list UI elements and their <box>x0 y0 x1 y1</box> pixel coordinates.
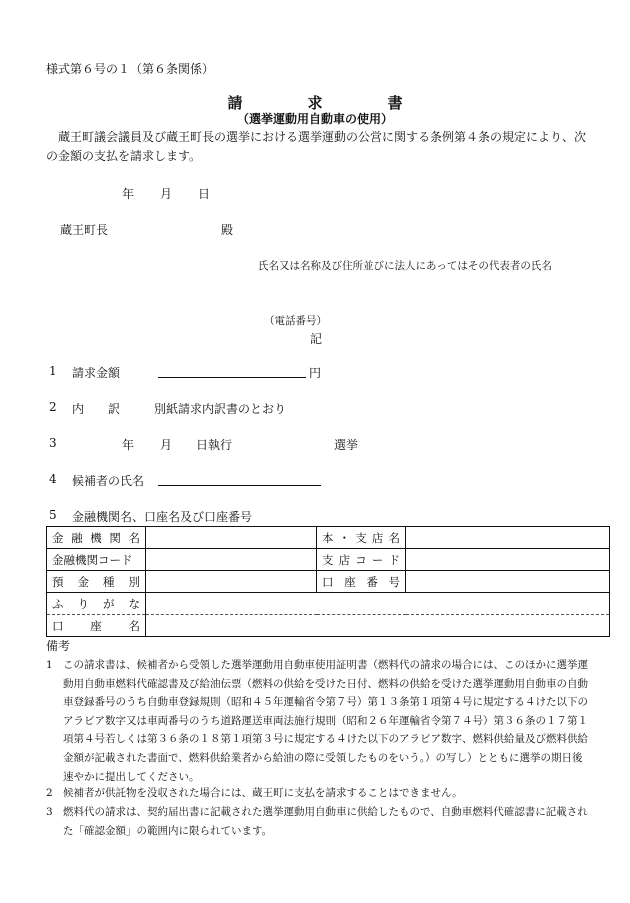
note-number: 2 <box>46 787 53 799</box>
note-text: 候補者が供託物を没収された場合には、蔵王町に支払を請求することはできません。 <box>63 787 463 799</box>
furigana-label: ふ り が な <box>47 593 146 615</box>
item-2-number: 2 <box>49 400 57 414</box>
ki-heading: 記 <box>310 332 323 346</box>
branch-code-field[interactable] <box>406 549 610 571</box>
title-char: 書 <box>387 94 403 112</box>
date-day: 日 <box>198 187 211 201</box>
date-month: 月 <box>160 187 173 201</box>
phone-label: （電話番号） <box>264 315 327 327</box>
bank-name-label: 金 融 機 関 名 <box>47 527 146 549</box>
form-id: 様式第６号の１（第６条関係） <box>46 62 215 76</box>
document-subtitle: （選挙運動用自動車の使用） <box>236 112 393 126</box>
intro-text: 蔵王町議会議員及び蔵王町長の選挙における選挙運動の公営に関する条例第４条の規定により、次の金額の支払を請求します。 <box>46 130 587 163</box>
note-text: この請求書は、候補者から受領した選挙運動用自動車使用証明書（燃料代の請求の場合には、このほかに選挙運動用自動車燃料代確認書及び給油伝票（燃料の供給を受けた日付、燃料の供給を受けた選挙運動用自動車の自動車登録番号のうち自動車登録規則（昭和４５年運輸省令第７号）第１３条第１項第４号に規定する４けた以下のアラビア数字又は車両番号のうち道路運送車両法施行規則（昭和２６年運輸省令第７４号）第３６条の１７第１項第４号若しくは第３６条の１８第１項第３号に規定する４けた以下のアラビア数字、燃料供給量及び燃料供給金額が記載された書面で、燃料供給業者から給油の際に受領したものをいう。）の写し）とともに選挙の期日後速やかに提出してください。 <box>63 659 588 783</box>
item-5-label: 金融機関名、口座名及び口座番号 <box>72 510 253 524</box>
deposit-type-label: 預 金 種 別 <box>47 571 146 593</box>
notes-heading: 備考 <box>46 639 71 653</box>
item-2-value: 別紙請求内訳書のとおり <box>154 402 287 416</box>
item-3-day-exec: 日執行 <box>196 438 233 452</box>
item-3-election: 選挙 <box>334 438 359 452</box>
signature-label: 氏名又は名称及び住所並びに法人にあってはその代表者の氏名 <box>258 260 552 272</box>
title-char: 請 <box>227 94 243 112</box>
item-2-label-b: 訳 <box>108 402 121 416</box>
account-number-field[interactable] <box>406 571 610 593</box>
branch-name-field[interactable] <box>406 527 610 549</box>
note-number: 1 <box>46 659 53 671</box>
bank-code-field[interactable] <box>146 549 317 571</box>
account-name-label: 口 座 名 <box>47 615 146 637</box>
item-1-label: 請求金額 <box>72 366 121 380</box>
item-3-month: 月 <box>160 438 173 452</box>
note-3 <box>46 803 591 840</box>
deposit-type-field[interactable] <box>146 571 317 593</box>
amount-unit: 円 <box>309 366 322 380</box>
account-number-label: 口 座 番 号 <box>317 571 406 593</box>
note-text: 燃料代の請求は、契約届出書に記載された選挙運動用自動車に供給したもので、自動車燃料代確認書に記載された「確認金額」の範囲内に限られています。 <box>63 806 588 837</box>
item-5-number: 5 <box>49 508 57 522</box>
item-2-label-a: 内 <box>72 402 85 416</box>
item-1-number: 1 <box>49 364 57 378</box>
honorific: 殿 <box>221 223 234 237</box>
item-4-number: 4 <box>49 472 57 486</box>
title-char: 求 <box>307 94 323 112</box>
note-1 <box>46 656 591 786</box>
account-name-field[interactable] <box>146 615 610 637</box>
date-line <box>122 185 210 202</box>
branch-code-label: 支 店 コ ー ド <box>317 549 406 571</box>
bank-code-label: 金融機関コード <box>47 549 146 571</box>
note-2 <box>46 784 591 803</box>
furigana-field[interactable] <box>146 593 610 615</box>
item-3-number: 3 <box>49 436 57 450</box>
date-year: 年 <box>122 187 135 201</box>
branch-name-label: 本 ・ 支 店 名 <box>317 527 406 549</box>
bank-name-field[interactable] <box>146 527 317 549</box>
item-3-year: 年 <box>122 438 135 452</box>
amount-field[interactable] <box>158 377 306 378</box>
note-number: 3 <box>46 806 53 818</box>
item-4-label: 候補者の氏名 <box>72 474 145 488</box>
bank-table <box>46 526 610 637</box>
addressee: 蔵王町長 <box>60 223 109 237</box>
candidate-name-field[interactable] <box>158 485 321 486</box>
